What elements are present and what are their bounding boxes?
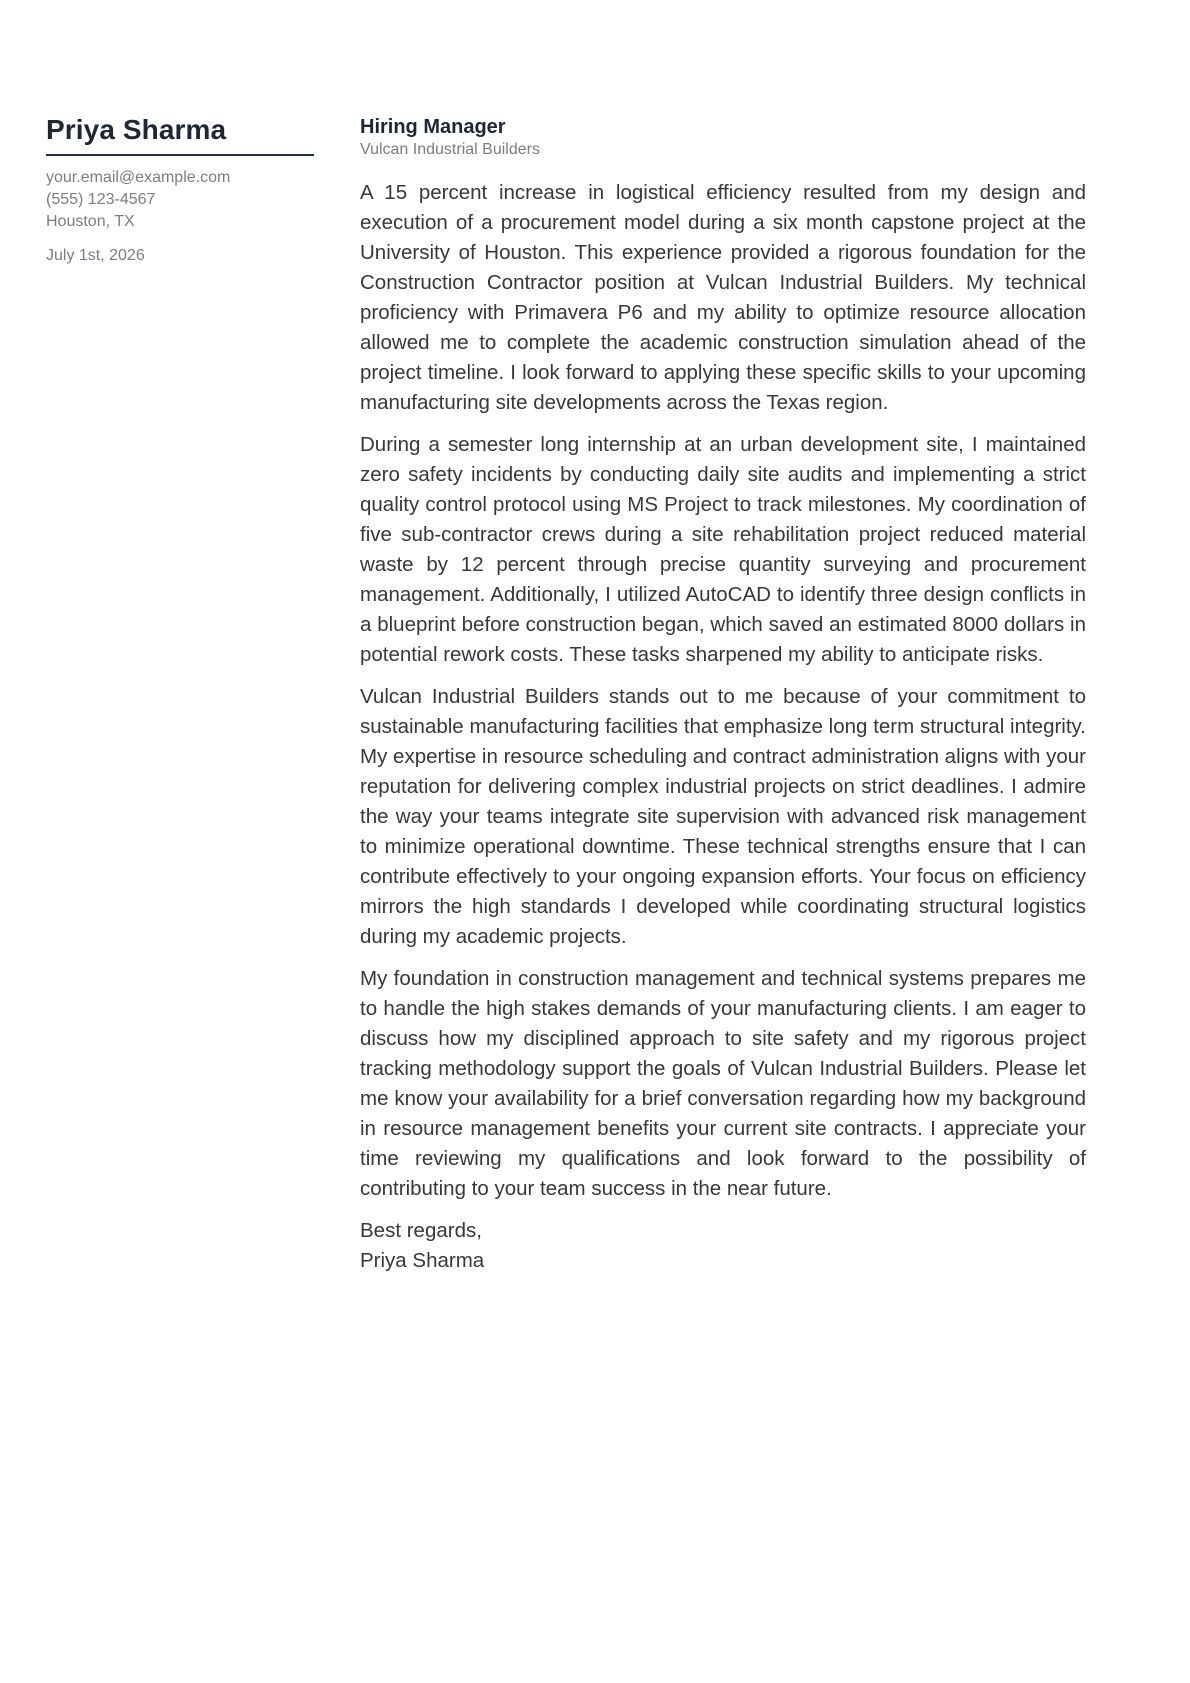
sender-sidebar: [46, 112, 314, 267]
closing-salutation: Best regards,: [360, 1219, 482, 1242]
name-divider: [46, 154, 314, 156]
paragraph: My foundation in construction management and technical systems prepares me to handle the high stakes demands of your manufacturing clients. I am eager to discuss how my disciplined approach to site safety and my rigorous project tracking methodology support the goals of Vulcan Industrial Builders. Please let me know your availability for a brief conversation regarding how my background in resource management benefits your current site contracts. I appreciate your time reviewing my qualifications and look forward to the possibility of contributing to your team success in the near future.: [360, 967, 1086, 1200]
sender-phone: (555) 123-4567: [46, 191, 156, 208]
closing-signature: Priya Sharma: [360, 1249, 485, 1272]
sender-location: Houston, TX: [46, 213, 135, 230]
letter-date: July 1st, 2026: [46, 247, 145, 264]
sender-email: your.email@example.com: [46, 169, 231, 186]
paragraph: During a semester long internship at an urban development site, I maintained zero safety incidents by conducting daily site audits and implementing a strict quality control protocol using MS Project to track milestones. My coordination of five sub-contractor crews during a site rehabilitation project reduced material waste by 12 percent through precise quantity surveying and procurement management. Additionally, I utilized AutoCAD to identify three design conflicts in a blueprint before construction began, which saved an estimated 8000 dollars in potential rework costs. These tasks sharpened my ability to anticipate risks.: [360, 433, 1086, 666]
sender-name: Priya Sharma: [46, 114, 227, 145]
paragraph: A 15 percent increase in logistical efficiency resulted from my design and execution of a procurement model during a six month capstone project at the University of Houston. This experience provided a rigorous foundation for the Construction Contractor position at Vulcan Industrial Builders. My technical proficiency with Primavera P6 and my ability to optimize resource allocation allowed me to complete the academic construction simulation ahead of the project timeline. I look forward to applying these specific skills to your upcoming manufacturing site developments across the Texas region.: [360, 181, 1086, 414]
letter-body: [360, 114, 1086, 1276]
letter-closing: [360, 1216, 1086, 1276]
contact-info: [46, 167, 314, 233]
letter-paragraphs: [360, 178, 1086, 1204]
paragraph: Vulcan Industrial Builders stands out to me because of your commitment to sustainable manufacturing facilities that emphasize long term structural integrity. My expertise in resource scheduling and contract administration aligns with your reputation for delivering complex industrial projects on strict deadlines. I admire the way your teams integrate site supervision with advanced risk management to minimize operational downtime. These technical strengths ensure that I can contribute effectively to your ongoing expansion efforts. Your focus on efficiency mirrors the high standards I developed while coordinating structural logistics during my academic projects.: [360, 685, 1086, 948]
recipient-title: Hiring Manager: [360, 116, 506, 138]
recipient-company: Vulcan Industrial Builders: [360, 141, 540, 158]
